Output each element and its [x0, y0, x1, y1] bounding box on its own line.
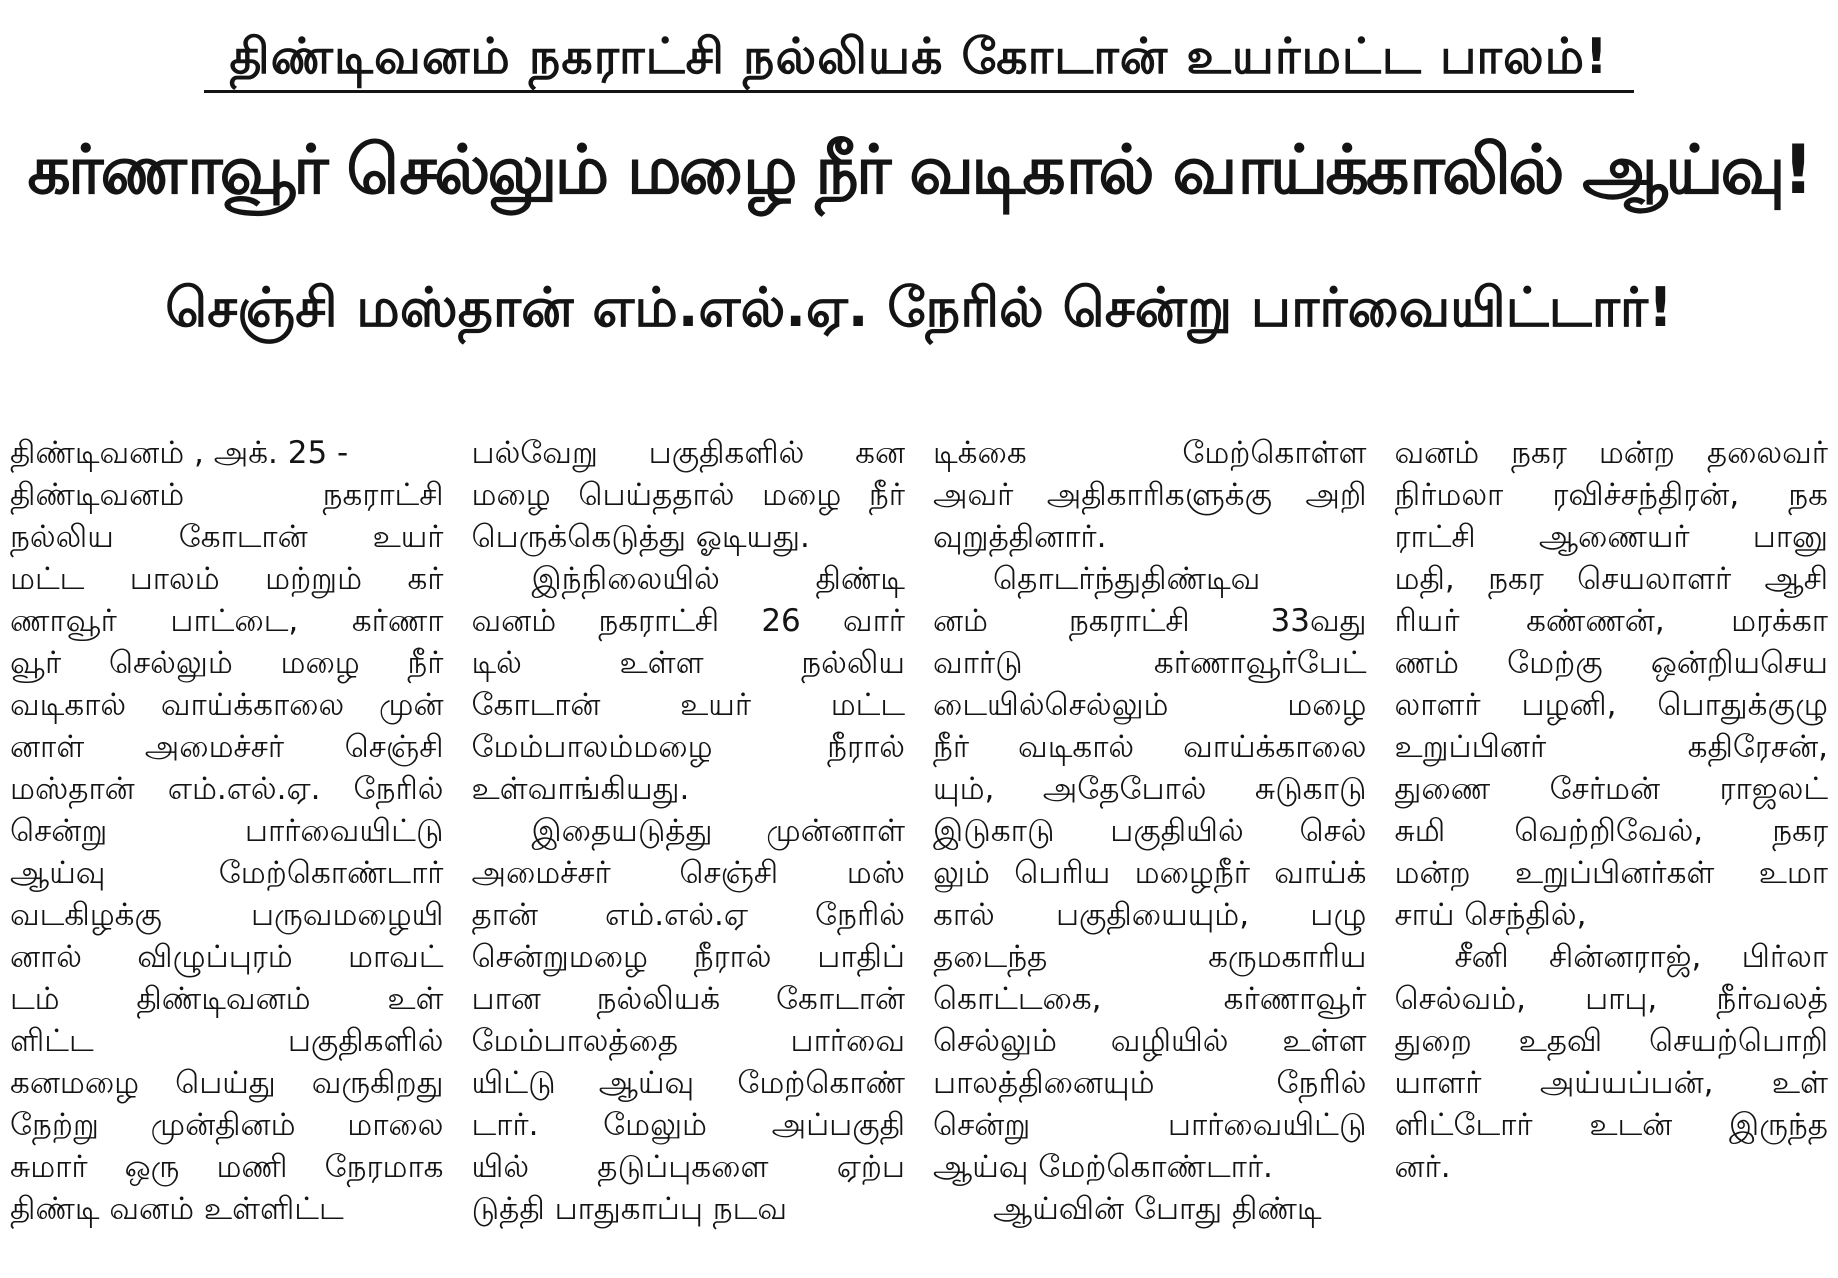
- body-text-line: கனமழை பெய்து வருகிறது: [10, 1065, 444, 1101]
- body-text-line: னால் விழுப்புரம் மாவட்: [10, 939, 444, 975]
- body-text-line: சென்றுமழை நீரால் பாதிப்: [471, 939, 905, 975]
- body-text-line: துணை சேர்மன் ராஜலட்: [1394, 771, 1828, 807]
- body-text-line: நல்லிய கோடான் உயர்: [10, 519, 444, 555]
- body-text-line: சென்று பார்வையிட்டு: [933, 1107, 1367, 1143]
- body-text-line: தான் எம்.எல்.ஏ நேரில்: [471, 897, 905, 933]
- body-text-line: கால் பகுதியையும், பழு: [933, 897, 1367, 933]
- body-text-line: அமைச்சர் செஞ்சி மஸ்: [471, 855, 905, 891]
- body-text-line: இந்நிலையில் திண்டி: [531, 561, 905, 597]
- article-column-1: [10, 432, 444, 1272]
- body-text-line: யில் தடுப்புகளை ஏற்ப: [471, 1149, 905, 1185]
- body-text-line: வடிகால் வாய்க்காலை முன்: [10, 687, 444, 723]
- body-text-line: ஆய்வு மேற்கொண்டார்.: [933, 1149, 1273, 1185]
- body-text-line: சென்று பார்வையிட்டு: [10, 813, 444, 849]
- article-column-3: [933, 432, 1367, 1272]
- body-text-line: னாள் அமைச்சர் செஞ்சி: [10, 729, 444, 765]
- body-text-line: யும், அதேபோல் சுடுகாடு: [933, 771, 1367, 807]
- body-text-line: வடகிழக்கு பருவமழையி: [10, 897, 444, 933]
- body-text-line: தொடர்ந்துதிண்டிவ: [993, 561, 1261, 597]
- body-text-line: யிட்டு ஆய்வு மேற்கொண்: [471, 1065, 905, 1101]
- body-text-line: பாலத்தினையும் நேரில்: [933, 1065, 1367, 1101]
- body-text-line: ளிட்டோர் உடன் இருந்த: [1394, 1107, 1828, 1143]
- body-text-line: திண்டி வனம் உள்ளிட்ட: [10, 1191, 344, 1227]
- body-text-line: செல்வம், பாபு, நீர்வலத்: [1394, 981, 1828, 1017]
- body-text-line: வூர் செல்லும் மழை நீர்: [10, 645, 444, 681]
- body-text-line: டிக்கை மேற்கொள்ள: [933, 435, 1367, 471]
- body-text-line: வனம் நகராட்சி 26 வார்: [471, 603, 905, 639]
- body-text-line: ணம் மேற்கு ஒன்றியசெய: [1394, 645, 1828, 681]
- body-text-line: அவர் அதிகாரிகளுக்கு அறி: [933, 477, 1367, 513]
- body-text-line: உள்வாங்கியது.: [471, 771, 690, 807]
- body-text-line: துறை உதவி செயற்பொறி: [1394, 1023, 1828, 1059]
- body-text-line: பான நல்லியக் கோடான்: [471, 981, 905, 1017]
- body-text-line: பல்வேறு பகுதிகளில் கன: [471, 435, 905, 471]
- article-body: [10, 432, 1828, 1272]
- body-text-line: திண்டிவனம் , அக். 25 -: [10, 435, 349, 471]
- body-text-line: ணாவூர் பாட்டை, கர்ணா: [10, 603, 444, 639]
- body-text-line: தடைந்த கருமகாரிய: [933, 939, 1367, 975]
- kicker-headline: திண்டிவனம் நகராட்சி நல்லியக் கோடான் உயர்மட்ட பாலம்!: [229, 28, 1609, 85]
- body-text-line: மன்ற உறுப்பினர்கள் உமா: [1394, 855, 1828, 891]
- body-text-line: இடுகாடு பகுதியில் செல்: [933, 813, 1367, 849]
- body-text-line: ராட்சி ஆணையர் பானு: [1394, 519, 1828, 555]
- body-text-line: டையில்செல்லும் மழை: [933, 687, 1367, 723]
- body-text-line: மேம்பாலம்மழை நீரால்: [471, 729, 905, 765]
- body-text-line: சீனி சின்னராஜ், பிர்லா: [1454, 939, 1828, 975]
- body-text-line: டார். மேலும் அப்பகுதி: [471, 1107, 905, 1143]
- body-text-line: நிர்மலா ரவிச்சந்திரன், நக: [1394, 477, 1828, 513]
- body-text-line: வனம் நகர மன்ற தலைவர்: [1394, 435, 1828, 471]
- main-headline: கர்ணாவூர் செல்லும் மழை நீர் வடிகால் வாய்க்காலில் ஆய்வு!: [27, 131, 1811, 210]
- article-column-2: [472, 432, 906, 1272]
- article-column-4: [1395, 432, 1829, 1272]
- body-text-line: ஆய்வு மேற்கொண்டார்: [10, 855, 444, 891]
- body-text-line: மஸ்தான் எம்.எல்.ஏ. நேரில்: [10, 771, 444, 807]
- body-text-line: டுத்தி பாதுகாப்பு நடவ: [471, 1191, 788, 1227]
- body-text-line: நேற்று முன்தினம் மாலை: [10, 1107, 444, 1143]
- body-text-line: டில் உள்ள நல்லிய: [471, 645, 905, 681]
- body-text-line: டம் திண்டிவனம் உள்: [10, 981, 444, 1017]
- body-text-line: ரியர் கண்ணன், மரக்கா: [1394, 603, 1828, 639]
- body-text-line: சாய் செந்தில்,: [1394, 897, 1587, 933]
- body-text-line: கொட்டகை, கர்ணாவூர்: [933, 981, 1367, 1017]
- body-text-line: னர்.: [1394, 1149, 1451, 1185]
- body-text-line: னம் நகராட்சி 33வது: [933, 603, 1367, 639]
- body-text-line: செல்லும் வழியில் உள்ள: [933, 1023, 1367, 1059]
- sub-headline: செஞ்சி மஸ்தான் எம்.எல்.ஏ. நேரில் சென்று பார்வையிட்டார்!: [165, 276, 1673, 339]
- body-text-line: வார்டு கர்ணாவூர்பேட்: [933, 645, 1367, 681]
- body-text-line: உறுப்பினர் கதிரேசன்,: [1394, 729, 1828, 765]
- body-text-line: யாளர் அய்யப்பன், உள்: [1394, 1065, 1828, 1101]
- body-text-line: லாளர் பழனி, பொதுக்குழு: [1394, 687, 1828, 723]
- body-text-line: ளிட்ட பகுதிகளில்: [10, 1023, 444, 1059]
- body-text-line: நீர் வடிகால் வாய்க்காலை: [933, 729, 1367, 765]
- body-text-line: ஆய்வின் போது திண்டி: [993, 1191, 1322, 1227]
- body-text-line: மேம்பாலத்தை பார்வை: [471, 1023, 905, 1059]
- body-text-line: மழை பெய்ததால் மழை நீர்: [471, 477, 905, 513]
- body-text-line: வுறுத்தினார்.: [933, 519, 1107, 555]
- body-text-line: சுமார் ஒரு மணி நேரமாக: [10, 1149, 444, 1185]
- body-text-line: மதி, நகர செயலாளர் ஆசி: [1394, 561, 1828, 597]
- body-text-line: சுமி வெற்றிவேல், நகர: [1394, 813, 1828, 849]
- body-text-line: திண்டிவனம் நகராட்சி: [10, 477, 444, 513]
- body-text-line: இதையடுத்து முன்னாள்: [531, 813, 905, 849]
- body-text-line: லும் பெரிய மழைநீர் வாய்க்: [933, 855, 1367, 891]
- body-text-line: கோடான் உயர் மட்ட: [471, 687, 905, 723]
- body-text-line: பெருக்கெடுத்து ஓடியது.: [471, 519, 810, 555]
- body-text-line: மட்ட பாலம் மற்றும் கர்: [10, 561, 444, 597]
